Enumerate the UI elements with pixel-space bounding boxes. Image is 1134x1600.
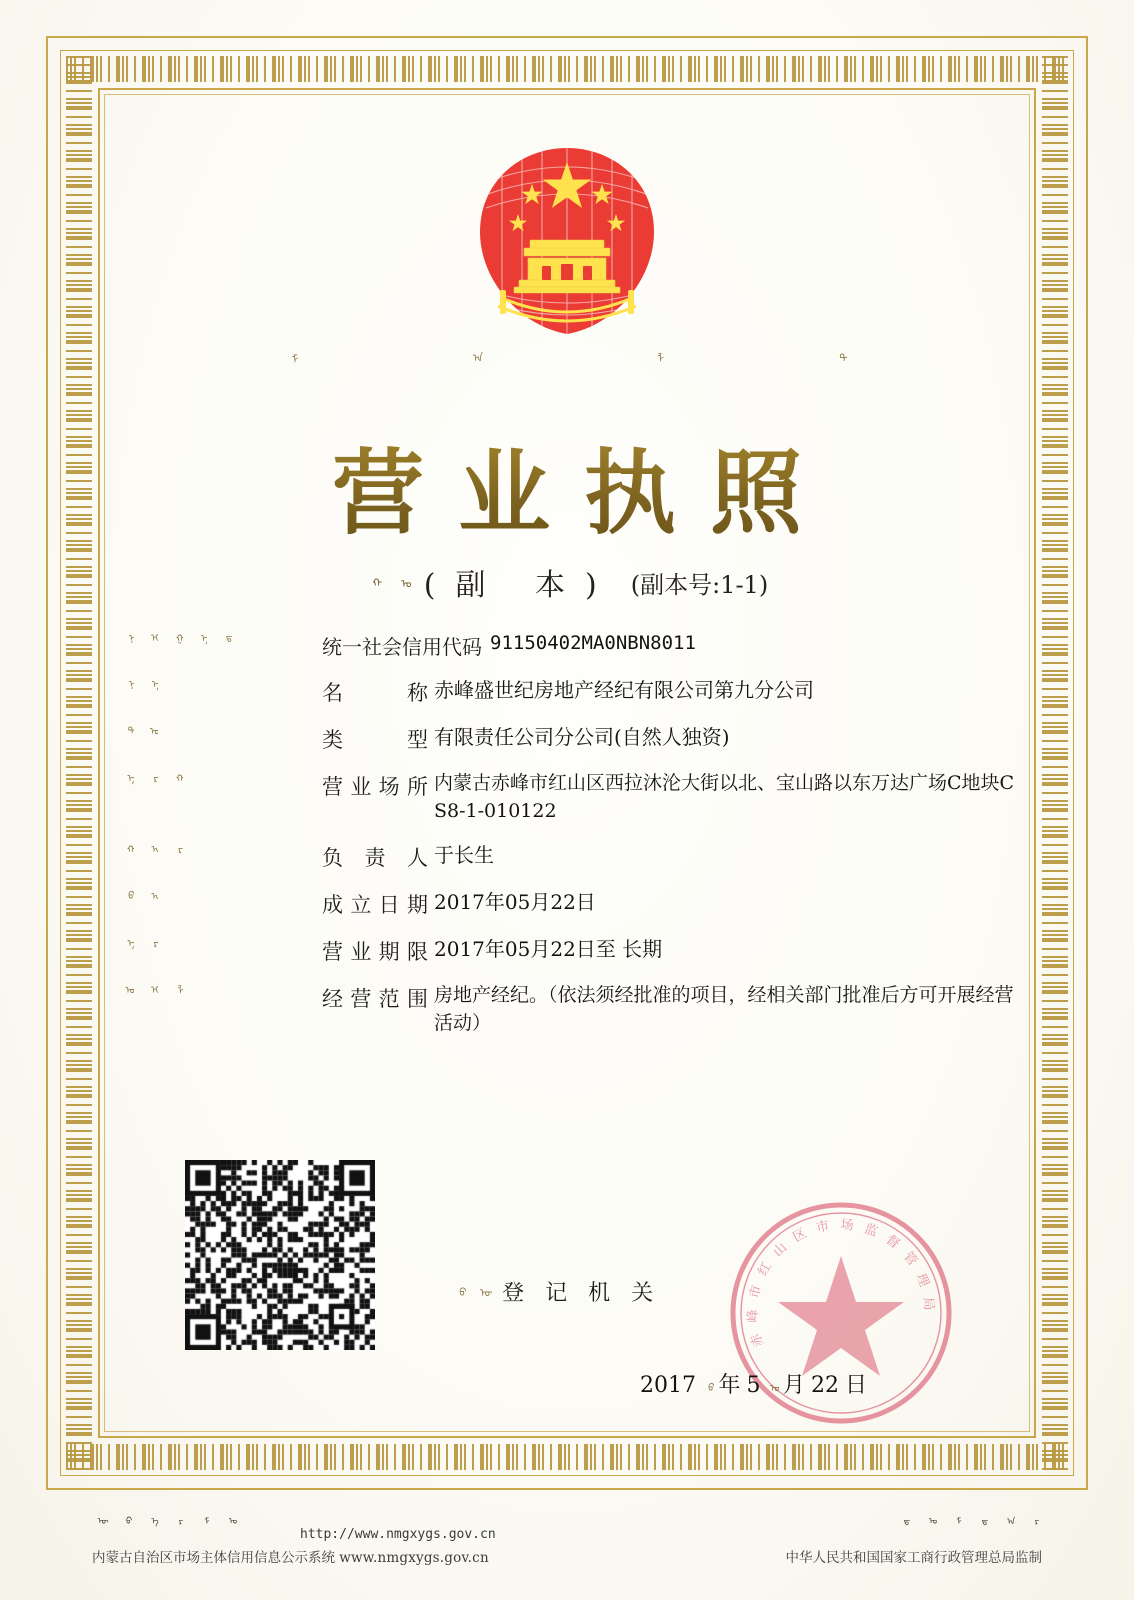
page-title: 营业执照 [0, 420, 1134, 552]
mongolian-mark: ᠠ [147, 890, 158, 901]
mongolian-mark: ᠠ [147, 843, 158, 854]
field-label: 名 称 [322, 681, 434, 705]
field-value: 赤峰盛世纪房地产经纪有限公司第九分公司 [434, 678, 814, 702]
field-label: 负责人 [322, 846, 434, 871]
footer-url-top: http://www.nmgxygs.gov.cn [300, 1527, 496, 1542]
mongolian-mark: ᠥ [147, 725, 158, 735]
svg-text:管: 管 [900, 1249, 920, 1269]
mongolian-mark: ᠢ [147, 984, 158, 995]
qr-code [185, 1160, 375, 1350]
svg-text:区: 区 [790, 1226, 810, 1246]
mongolian-label-group [122, 888, 322, 900]
mongolian-mark: ᠪ [121, 1516, 131, 1525]
mongolian-mark: ᠳ [220, 632, 232, 642]
mongolian-mark: ᠡ [147, 678, 158, 688]
svg-text:赤: 赤 [748, 1331, 767, 1349]
field-value: 于长生 [434, 843, 494, 868]
field-label: 营业场所 [322, 775, 434, 799]
mongolian-mark: ᠮ [199, 1516, 209, 1525]
mongolian-mark: ᠯ [652, 352, 666, 363]
footer-system-label: 内蒙古自治区市场主体信用信息公示系统 [92, 1550, 335, 1566]
mongolian-mark: ᠪ [702, 1382, 714, 1392]
field-business-term [122, 935, 1022, 966]
svg-text:市: 市 [814, 1218, 831, 1237]
mongolian-mark: ᠷ [1029, 1516, 1039, 1525]
mongolian-label-group [122, 935, 322, 947]
field-list [122, 630, 1022, 1053]
field-legal-person [122, 841, 1022, 872]
mongolian-mark: ᠤ [925, 1516, 935, 1525]
mongolian-mark: ᠬ [368, 576, 382, 588]
mongolian-mark: ᠠ [469, 352, 483, 363]
svg-text:山: 山 [770, 1240, 791, 1260]
mongolian-mark: ᠡ [196, 632, 207, 642]
issue-day-unit: 日 [845, 1373, 868, 1398]
svg-text:局: 局 [919, 1296, 937, 1312]
field-value: 91150402MA0NBN8011 [490, 632, 696, 654]
mongolian-mark: ᠮ [951, 1516, 961, 1525]
footer-mongolian-left [92, 1516, 489, 1542]
svg-text:峰: 峰 [745, 1309, 762, 1323]
issue-year-unit: 年 [718, 1373, 741, 1398]
svg-text:红: 红 [755, 1259, 775, 1279]
mongolian-mark: ᠬ [122, 843, 134, 854]
field-label: 统一社会信用代码 [322, 635, 482, 659]
mongolian-mark: ᠡ [122, 937, 134, 948]
mongolian-label-group [122, 841, 322, 853]
national-emblem-icon [462, 140, 672, 340]
field-company-type [122, 723, 1022, 754]
field-label: 营业期限 [322, 940, 434, 965]
mongolian-mark: ᠦ [478, 1285, 492, 1297]
border-pattern-right [1042, 56, 1068, 1470]
mongolian-mark: ᠷ [147, 937, 158, 948]
border-pattern-top [66, 56, 1068, 82]
footer-url: www.nmgxygs.gov.cn [339, 1550, 489, 1566]
issue-month-unit: 月 [783, 1373, 806, 1398]
mongolian-mark: ᠲ [122, 725, 134, 735]
mongolian-mark: ᠦ [122, 984, 134, 995]
mongolian-mark: ᠷ [173, 1516, 183, 1525]
mongolian-mark: ᠨ [122, 678, 134, 688]
mongolian-label-group [122, 676, 322, 688]
field-value: 房地产经纪。（依法须经批准的项目，经相关部门批准后方可开展经营活动） [434, 984, 1014, 1034]
mongolian-mark: ᠠ [1003, 1516, 1013, 1525]
issue-date [640, 1368, 867, 1399]
footer [0, 1516, 1134, 1566]
mongolian-mark: ᠥ [95, 1516, 105, 1525]
mongolian-mark: ᠭ [171, 632, 183, 642]
mongolian-mark: ᠦ [767, 1382, 779, 1392]
mongolian-label-group [122, 770, 322, 782]
mongolian-mark: ᠡ [147, 1516, 157, 1525]
issue-month: 5 [746, 1373, 761, 1398]
field-label: 成立日期 [322, 893, 434, 918]
svg-text:场: 场 [840, 1217, 855, 1234]
field-value: 2017年05月22日 [434, 890, 596, 915]
svg-text:督: 督 [882, 1232, 903, 1253]
mongolian-mark: ᠢ [147, 632, 158, 642]
mongolian-label-group [122, 630, 322, 642]
mongolian-mark: ᠳ [899, 1516, 909, 1525]
field-established-date [122, 888, 1022, 919]
border-pattern-bottom [66, 1444, 1068, 1470]
mongolian-mark: ᠳ [977, 1516, 987, 1525]
qr-canvas [185, 1160, 375, 1350]
footer-issuer: 中华人民共和国国家工商行政管理总局监制 [785, 1550, 1042, 1566]
footer-mongolian-right [896, 1516, 1042, 1542]
field-label: 经营范围 [322, 987, 434, 1012]
mongolian-mark: ᠪ [122, 890, 134, 901]
field-value: 2017年05月22日至 长期 [434, 937, 663, 962]
mongolian-mark: ᠣ [225, 1516, 235, 1525]
svg-text:理: 理 [912, 1271, 932, 1290]
field-company-name [122, 676, 1022, 707]
issue-day: 22 [811, 1373, 840, 1398]
footer-system-name [92, 1546, 489, 1566]
mongolian-mark: ᠬ [171, 772, 183, 782]
registry-label: 登 记 机 关 [502, 1281, 661, 1306]
field-value: 内蒙古赤峰市红山区西拉沐沦大街以北、宝山路以东万达广场C地块CS8-1-010122 [434, 772, 1015, 822]
field-label: 类 型 [322, 728, 434, 752]
mongolian-mark: ᠡ [122, 772, 134, 782]
mongolian-mark: ᠮ [286, 352, 300, 363]
mongolian-mark: ᠣ [397, 576, 411, 588]
mongolian-mark: ᠨ [122, 632, 134, 642]
mongolian-title-row [287, 352, 847, 400]
issue-year: 2017 [640, 1373, 696, 1398]
field-value: 有限责任公司分公司(自然人独资) [434, 725, 730, 749]
footer-left [92, 1516, 489, 1566]
mongolian-mark: ᠷ [171, 843, 183, 854]
mongolian-label-group [122, 982, 322, 994]
mongolian-mark: ᠲ [834, 352, 848, 363]
footer-right [786, 1516, 1043, 1566]
copy-number: (副本号:1-1) [630, 570, 769, 599]
mongolian-mark: ᠷ [147, 772, 158, 782]
subtitle-copy: (副 本) [423, 568, 617, 603]
mongolian-mark: ᠪ [454, 1285, 468, 1297]
svg-text:市: 市 [747, 1283, 765, 1300]
registry-authority [455, 1275, 660, 1307]
field-business-address [122, 770, 1022, 825]
mongolian-mark: ᠯ [171, 984, 183, 995]
field-business-scope [122, 982, 1022, 1037]
svg-text:监: 监 [862, 1221, 880, 1241]
field-credit-code [122, 630, 1022, 660]
subtitle-row [0, 560, 1134, 604]
border-pattern-left [66, 56, 92, 1470]
mongolian-label-group [122, 723, 322, 735]
